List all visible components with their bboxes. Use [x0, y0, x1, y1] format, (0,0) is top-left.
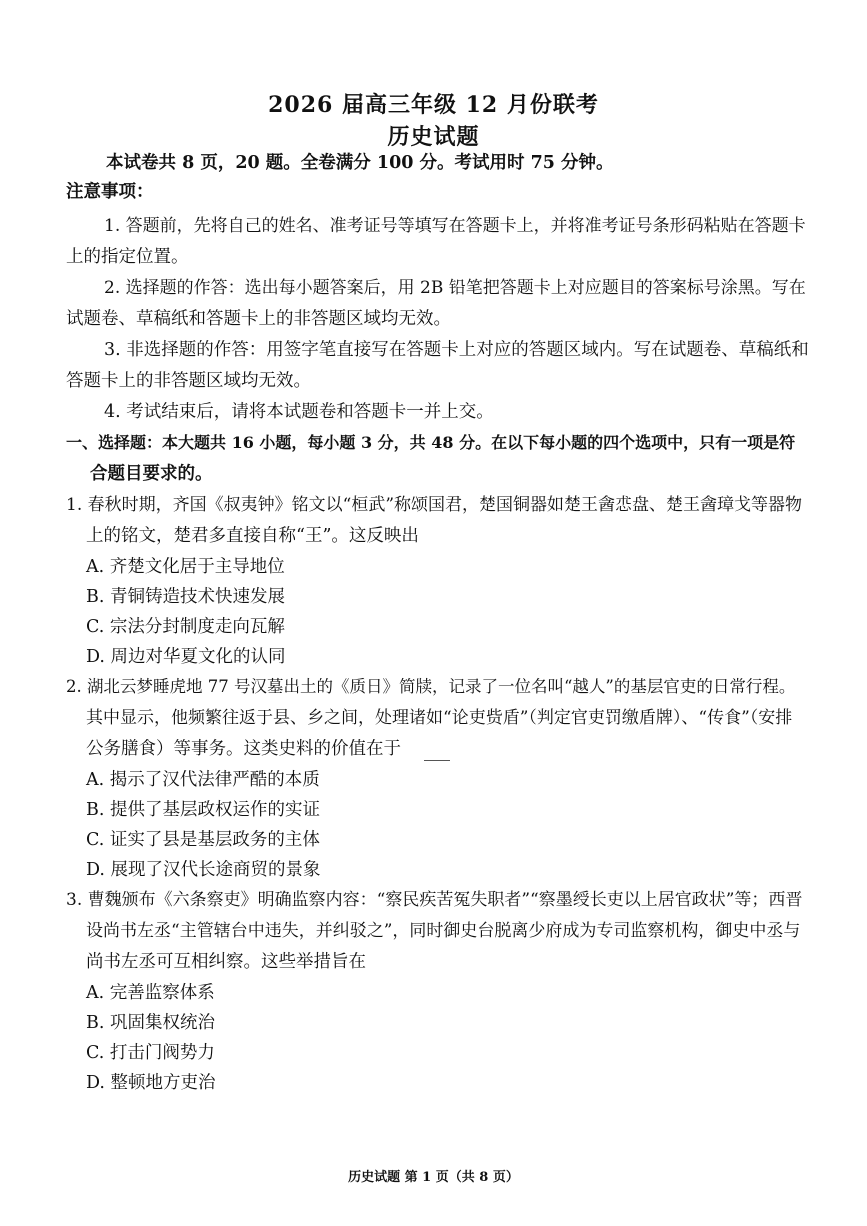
stray-dash-mark — [424, 760, 450, 761]
note-1-line-1: 1. 答题前，先将自己的姓名、准考证号等填写在答题卡上，并将准考证号条形码粘贴在答题卡 — [104, 216, 806, 236]
question-3-option-b: B. 巩固集权统治 — [86, 1013, 215, 1033]
note-2-line-2: 试题卷、草稿纸和答题卡上的非答题区域均无效。 — [66, 309, 451, 329]
exam-subject: 历史试题 — [387, 124, 480, 150]
question-1-option-c: C. 宗法分封制度走向瓦解 — [86, 617, 285, 637]
section-1-line-1: 一、选择题：本大题共 16 小题，每小题 3 分，共 48 分。在以下每小题的四个选项中，只有一项是符 — [66, 433, 796, 452]
page-footer: 历史试题 第 1 页（共 8 页） — [348, 1170, 519, 1185]
question-2-line-3: 公务膳食）等事务。这类史料的价值在于 — [86, 739, 401, 759]
question-2-option-c: C. 证实了县是基层政务的主体 — [86, 830, 320, 850]
question-1-line-2: 上的铭文，楚君多直接自称“王”。这反映出 — [86, 526, 419, 546]
question-3-option-c: C. 打击门阀势力 — [86, 1043, 215, 1063]
question-1-option-b: B. 青铜铸造技术快速发展 — [86, 587, 285, 607]
question-1-option-d: D. 周边对华夏文化的认同 — [86, 647, 286, 667]
exam-title: 2026 届高三年级 12 月份联考 — [268, 92, 599, 118]
question-3-line-1: 3. 曹魏颁布《六条察吏》明确监察内容：“察民疾苦冤失职者”“察墨绶长吏以上居官政状”等；西晋 — [66, 890, 803, 910]
exam-intro: 本试卷共 8 页，20 题。全卷满分 100 分。考试用时 75 分钟。 — [106, 153, 614, 173]
section-1-line-2: 合题目要求的。 — [90, 464, 213, 484]
question-3-line-3: 尚书左丞可互相纠察。这些举措旨在 — [86, 952, 366, 972]
question-3-option-a: A. 完善监察体系 — [86, 983, 215, 1003]
question-2-option-d: D. 展现了汉代长途商贸的景象 — [86, 860, 321, 880]
question-3-option-d: D. 整顿地方吏治 — [86, 1073, 216, 1093]
question-1-line-1: 1. 春秋时期，齐国《叔夷钟》铭文以“桓武”称颂国君，楚国铜器如楚王酓怷盘、楚王酓璋戈等器物 — [66, 495, 803, 515]
question-2-line-1: 2. 湖北云梦睡虎地 77 号汉墓出土的《质日》简牍，记录了一位名叫“越人”的基层官吏的日常行程。 — [66, 677, 796, 696]
question-2-option-b: B. 提供了基层政权运作的实证 — [86, 800, 320, 820]
note-2-line-1: 2. 选择题的作答：选出每小题答案后，用 2B 铅笔把答题卡上对应题目的答案标号涂黑。写在 — [104, 278, 806, 298]
note-3-line-1: 3. 非选择题的作答：用签字笔直接写在答题卡上对应的答题区域内。写在试题卷、草稿纸和 — [104, 340, 809, 360]
question-1-option-a: A. 齐楚文化居于主导地位 — [86, 557, 285, 577]
note-1-line-2: 上的指定位置。 — [66, 247, 189, 267]
notes-heading: 注意事项： — [66, 182, 154, 202]
question-3-line-2: 设尚书左丞“主管辖台中违失，并纠驳之”，同时御史台脱离少府成为专司监察机构，御史中丞与 — [86, 921, 801, 941]
question-2-line-2: 其中显示，他频繁往返于县、乡之间，处理诸如“论吏赀盾”（判定官吏罚缴盾牌）、“传食”（安排 — [86, 708, 793, 728]
note-3-line-2: 答题卡上的非答题区域均无效。 — [66, 371, 311, 391]
question-2-option-a: A. 揭示了汉代法律严酷的本质 — [86, 770, 320, 790]
note-4: 4. 考试结束后，请将本试题卷和答题卡一并上交。 — [104, 402, 494, 422]
